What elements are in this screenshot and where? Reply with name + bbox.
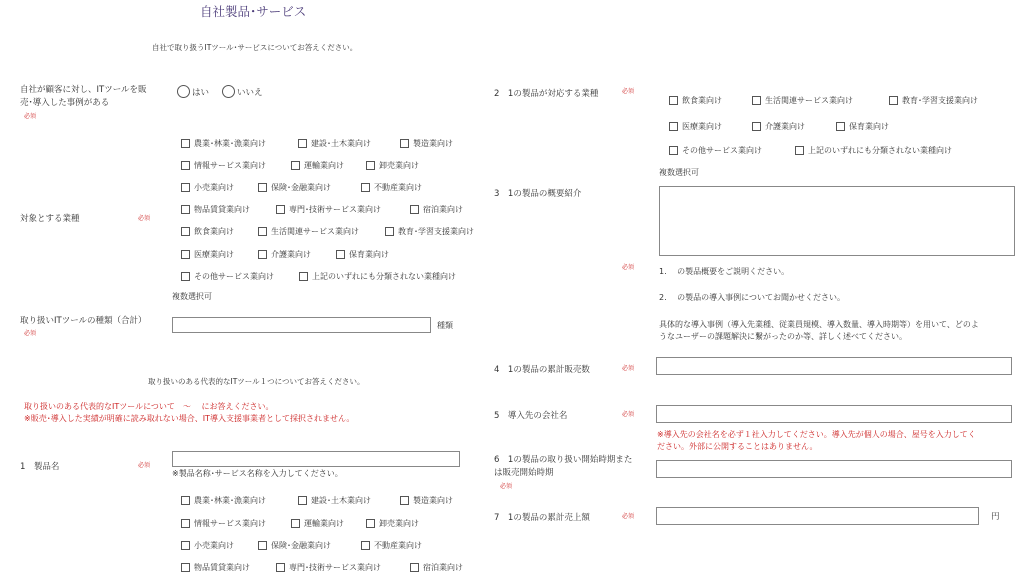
checkbox2-lodging[interactable]: 宿泊業向け	[410, 562, 463, 573]
checkbox2-agriculture[interactable]: 農業･林業･漁業向け	[181, 495, 266, 506]
required-badge: 必須	[138, 462, 151, 469]
q5-warning-line1: ※導入先の会社名を必ず１社入力してください。導入先が個人の場合、屋号を入力してく	[657, 430, 976, 439]
checkbox-real-estate[interactable]: 不動産業向け	[361, 182, 422, 193]
required-badge: 必須	[622, 88, 635, 95]
q4-label: 4 1の製品の累計販売数	[494, 365, 590, 375]
case-question-label-line1: 自社が顧客に対し、ITツールを販	[20, 85, 147, 95]
q3-item1: 1. の製品概要をご説明ください。	[659, 267, 790, 276]
q3-overview-textarea[interactable]	[659, 186, 1015, 256]
section-intro: 自社で取り扱うITツール･サービスについてお答えください。	[152, 43, 358, 52]
checkbox-icon	[258, 250, 267, 259]
checkbox-icon	[361, 183, 370, 192]
checkbox-wholesale[interactable]: 卸売業向け	[366, 160, 419, 171]
q7-label: 7 1の製品の累計売上額	[494, 513, 590, 523]
checkbox-icon	[181, 250, 190, 259]
checkbox-icon	[669, 96, 678, 105]
checkbox2-real-estate[interactable]: 不動産業向け	[361, 540, 422, 551]
required-badge: 必須	[500, 483, 513, 490]
checkbox-icon	[181, 496, 190, 505]
required-badge: 必須	[24, 330, 37, 337]
required-badge: 必須	[622, 411, 635, 418]
required-badge: 必須	[622, 513, 635, 520]
q3-item2: 2. の製品の導入事例についてお聞かせください。	[659, 293, 846, 302]
q2-checkbox-unclassified[interactable]: 上記のいずれにも分類されない業種向け	[795, 145, 952, 156]
checkbox-icon	[400, 139, 409, 148]
checkbox-icon	[752, 96, 761, 105]
checkbox-icon	[385, 227, 394, 236]
checkbox-icon	[181, 205, 190, 214]
checkbox-insurance[interactable]: 保険･金融業向け	[258, 182, 331, 193]
q3-label: 3 1の製品の概要紹介	[494, 189, 582, 199]
page-title: 自社製品･サービス	[200, 4, 307, 19]
tool-count-unit: 種類	[437, 321, 453, 330]
checkbox-icon	[889, 96, 898, 105]
checkbox-icon	[669, 146, 678, 155]
radio-no-label: いいえ	[237, 87, 263, 98]
checkbox-unclassified[interactable]: 上記のいずれにも分類されない業種向け	[299, 271, 456, 282]
checkbox2-info-service[interactable]: 情報サービス業向け	[181, 518, 266, 529]
q7-revenue-input[interactable]	[656, 507, 979, 525]
q7-unit: 円	[991, 512, 1000, 522]
checkbox-icon	[836, 122, 845, 131]
q5-company-name-input[interactable]	[656, 405, 1012, 423]
q6-label-line2: は販売開始時期	[494, 468, 554, 478]
representative-intro: 取り扱いのある代表的なITツール１つについてお答えください。	[148, 377, 365, 386]
checkbox-icon	[410, 205, 419, 214]
q2-checkbox-lifestyle[interactable]: 生活関連サービス業向け	[752, 95, 853, 106]
q2-checkbox-education[interactable]: 教育･学習支援業向け	[889, 95, 978, 106]
q2-checkbox-food[interactable]: 飲食業向け	[669, 95, 722, 106]
checkbox-icon	[410, 563, 419, 572]
checkbox2-manufacturing[interactable]: 製造業向け	[400, 495, 453, 506]
checkbox2-transport[interactable]: 運輸業向け	[291, 518, 344, 529]
radio-circle-icon	[222, 85, 235, 98]
checkbox2-insurance[interactable]: 保険･金融業向け	[258, 540, 331, 551]
q6-label-line1: 6 1の製品の取り扱い開始時期また	[494, 455, 633, 465]
checkbox-icon	[298, 496, 307, 505]
q6-start-date-input[interactable]	[656, 460, 1012, 478]
checkbox-icon	[291, 519, 300, 528]
checkbox-lodging[interactable]: 宿泊業向け	[410, 204, 463, 215]
checkbox-icon	[181, 519, 190, 528]
checkbox2-retail[interactable]: 小売業向け	[181, 540, 234, 551]
checkbox2-rental[interactable]: 物品賃貸業向け	[181, 562, 250, 573]
required-badge: 必須	[138, 215, 151, 222]
checkbox-icon	[276, 205, 285, 214]
checkbox-icon	[291, 161, 300, 170]
checkbox-icon	[276, 563, 285, 572]
q2-checkbox-medical[interactable]: 医療業向け	[669, 121, 722, 132]
required-badge: 必須	[622, 264, 635, 271]
checkbox-icon	[181, 183, 190, 192]
checkbox-icon	[181, 563, 190, 572]
checkbox-manufacturing[interactable]: 製造業向け	[400, 138, 453, 149]
checkbox-icon	[258, 227, 267, 236]
product-name-hint: ※製品名称･サービス名称を入力してください。	[172, 469, 343, 478]
case-question-label-line2: 売･導入した事例がある	[20, 98, 110, 108]
q2-checkbox-nursing[interactable]: 介護業向け	[752, 121, 805, 132]
product-name-input[interactable]	[172, 451, 460, 467]
checkbox-icon	[400, 496, 409, 505]
q2-label: 2 1の製品が対応する業種	[494, 89, 599, 99]
radio-yes[interactable]	[177, 85, 209, 98]
checkbox-icon	[181, 272, 190, 281]
checkbox-icon	[361, 541, 370, 550]
q2-checkbox-childcare[interactable]: 保育業向け	[836, 121, 889, 132]
radio-no[interactable]	[222, 85, 263, 98]
required-badge: 必須	[622, 365, 635, 372]
checkbox-professional[interactable]: 専門･技術サービス業向け	[276, 204, 381, 215]
q3-desc-line2: うなユーザーの課題解決に繋がったのか等、詳しく述べてください。	[659, 332, 907, 341]
checkbox-icon	[181, 541, 190, 550]
q4-sales-count-input[interactable]	[656, 357, 1012, 375]
checkbox-icon	[752, 122, 761, 131]
checkbox-icon	[181, 227, 190, 236]
checkbox-transport[interactable]: 運輸業向け	[291, 160, 344, 171]
checkbox-education[interactable]: 教育･学習支援業向け	[385, 226, 474, 237]
required-badge: 必須	[24, 113, 37, 120]
checkbox-childcare[interactable]: 保育業向け	[336, 249, 389, 260]
checkbox2-professional[interactable]: 専門･技術サービス業向け	[276, 562, 381, 573]
checkbox-lifestyle[interactable]: 生活関連サービス業向け	[258, 226, 359, 237]
checkbox-info-service[interactable]: 情報サービス業向け	[181, 160, 266, 171]
tool-count-label: 取り扱いITツールの種類（合計）	[20, 316, 147, 326]
radio-circle-icon	[177, 85, 190, 98]
checkbox-icon	[795, 146, 804, 155]
q2-multi-select-note: 複数選択可	[659, 168, 699, 177]
checkbox-icon	[299, 272, 308, 281]
checkbox-icon	[298, 139, 307, 148]
warning-line2: ※販売･導入した実績が明確に読み取れない場合、IT導入支援事業者として採択されません。	[24, 414, 355, 423]
multi-select-note: 複数選択可	[172, 292, 212, 301]
product-name-label: 1 製品名	[20, 462, 60, 472]
checkbox-icon	[258, 183, 267, 192]
checkbox2-construction[interactable]: 建設･土木業向け	[298, 495, 371, 506]
checkbox-icon	[366, 161, 375, 170]
checkbox-icon	[366, 519, 375, 528]
q5-label: 5 導入先の会社名	[494, 411, 568, 421]
radio-yes-label: はい	[192, 87, 210, 98]
q3-desc-line1: 具体的な導入事例（導入先業種、従業員規模、導入数量、導入時期等）を用いて、どのよ	[659, 320, 979, 329]
checkbox2-wholesale[interactable]: 卸売業向け	[366, 518, 419, 529]
checkbox-rental[interactable]: 物品賃貸業向け	[181, 204, 250, 215]
checkbox-medical[interactable]: 医療業向け	[181, 249, 234, 260]
warning-line1: 取り扱いのある代表的なITツールについて ～ にお答えください。	[24, 402, 274, 411]
checkbox-icon	[181, 161, 190, 170]
checkbox-food[interactable]: 飲食業向け	[181, 226, 234, 237]
tool-count-input[interactable]	[172, 317, 431, 333]
checkbox-icon	[258, 541, 267, 550]
checkbox-nursing[interactable]: 介護業向け	[258, 249, 311, 260]
checkbox-agriculture[interactable]: 農業･林業･漁業向け	[181, 138, 266, 149]
checkbox-construction[interactable]: 建設･土木業向け	[298, 138, 371, 149]
q5-warning-line2: ださい。外部に公開することはありません。	[657, 442, 818, 451]
q2-checkbox-other-service[interactable]: その他サービス業向け	[669, 145, 762, 156]
checkbox-icon	[336, 250, 345, 259]
checkbox-icon	[669, 122, 678, 131]
checkbox-other-service[interactable]: その他サービス業向け	[181, 271, 274, 282]
checkbox-retail[interactable]: 小売業向け	[181, 182, 234, 193]
checkbox-icon	[181, 139, 190, 148]
industry-label: 対象とする業種	[20, 214, 80, 224]
